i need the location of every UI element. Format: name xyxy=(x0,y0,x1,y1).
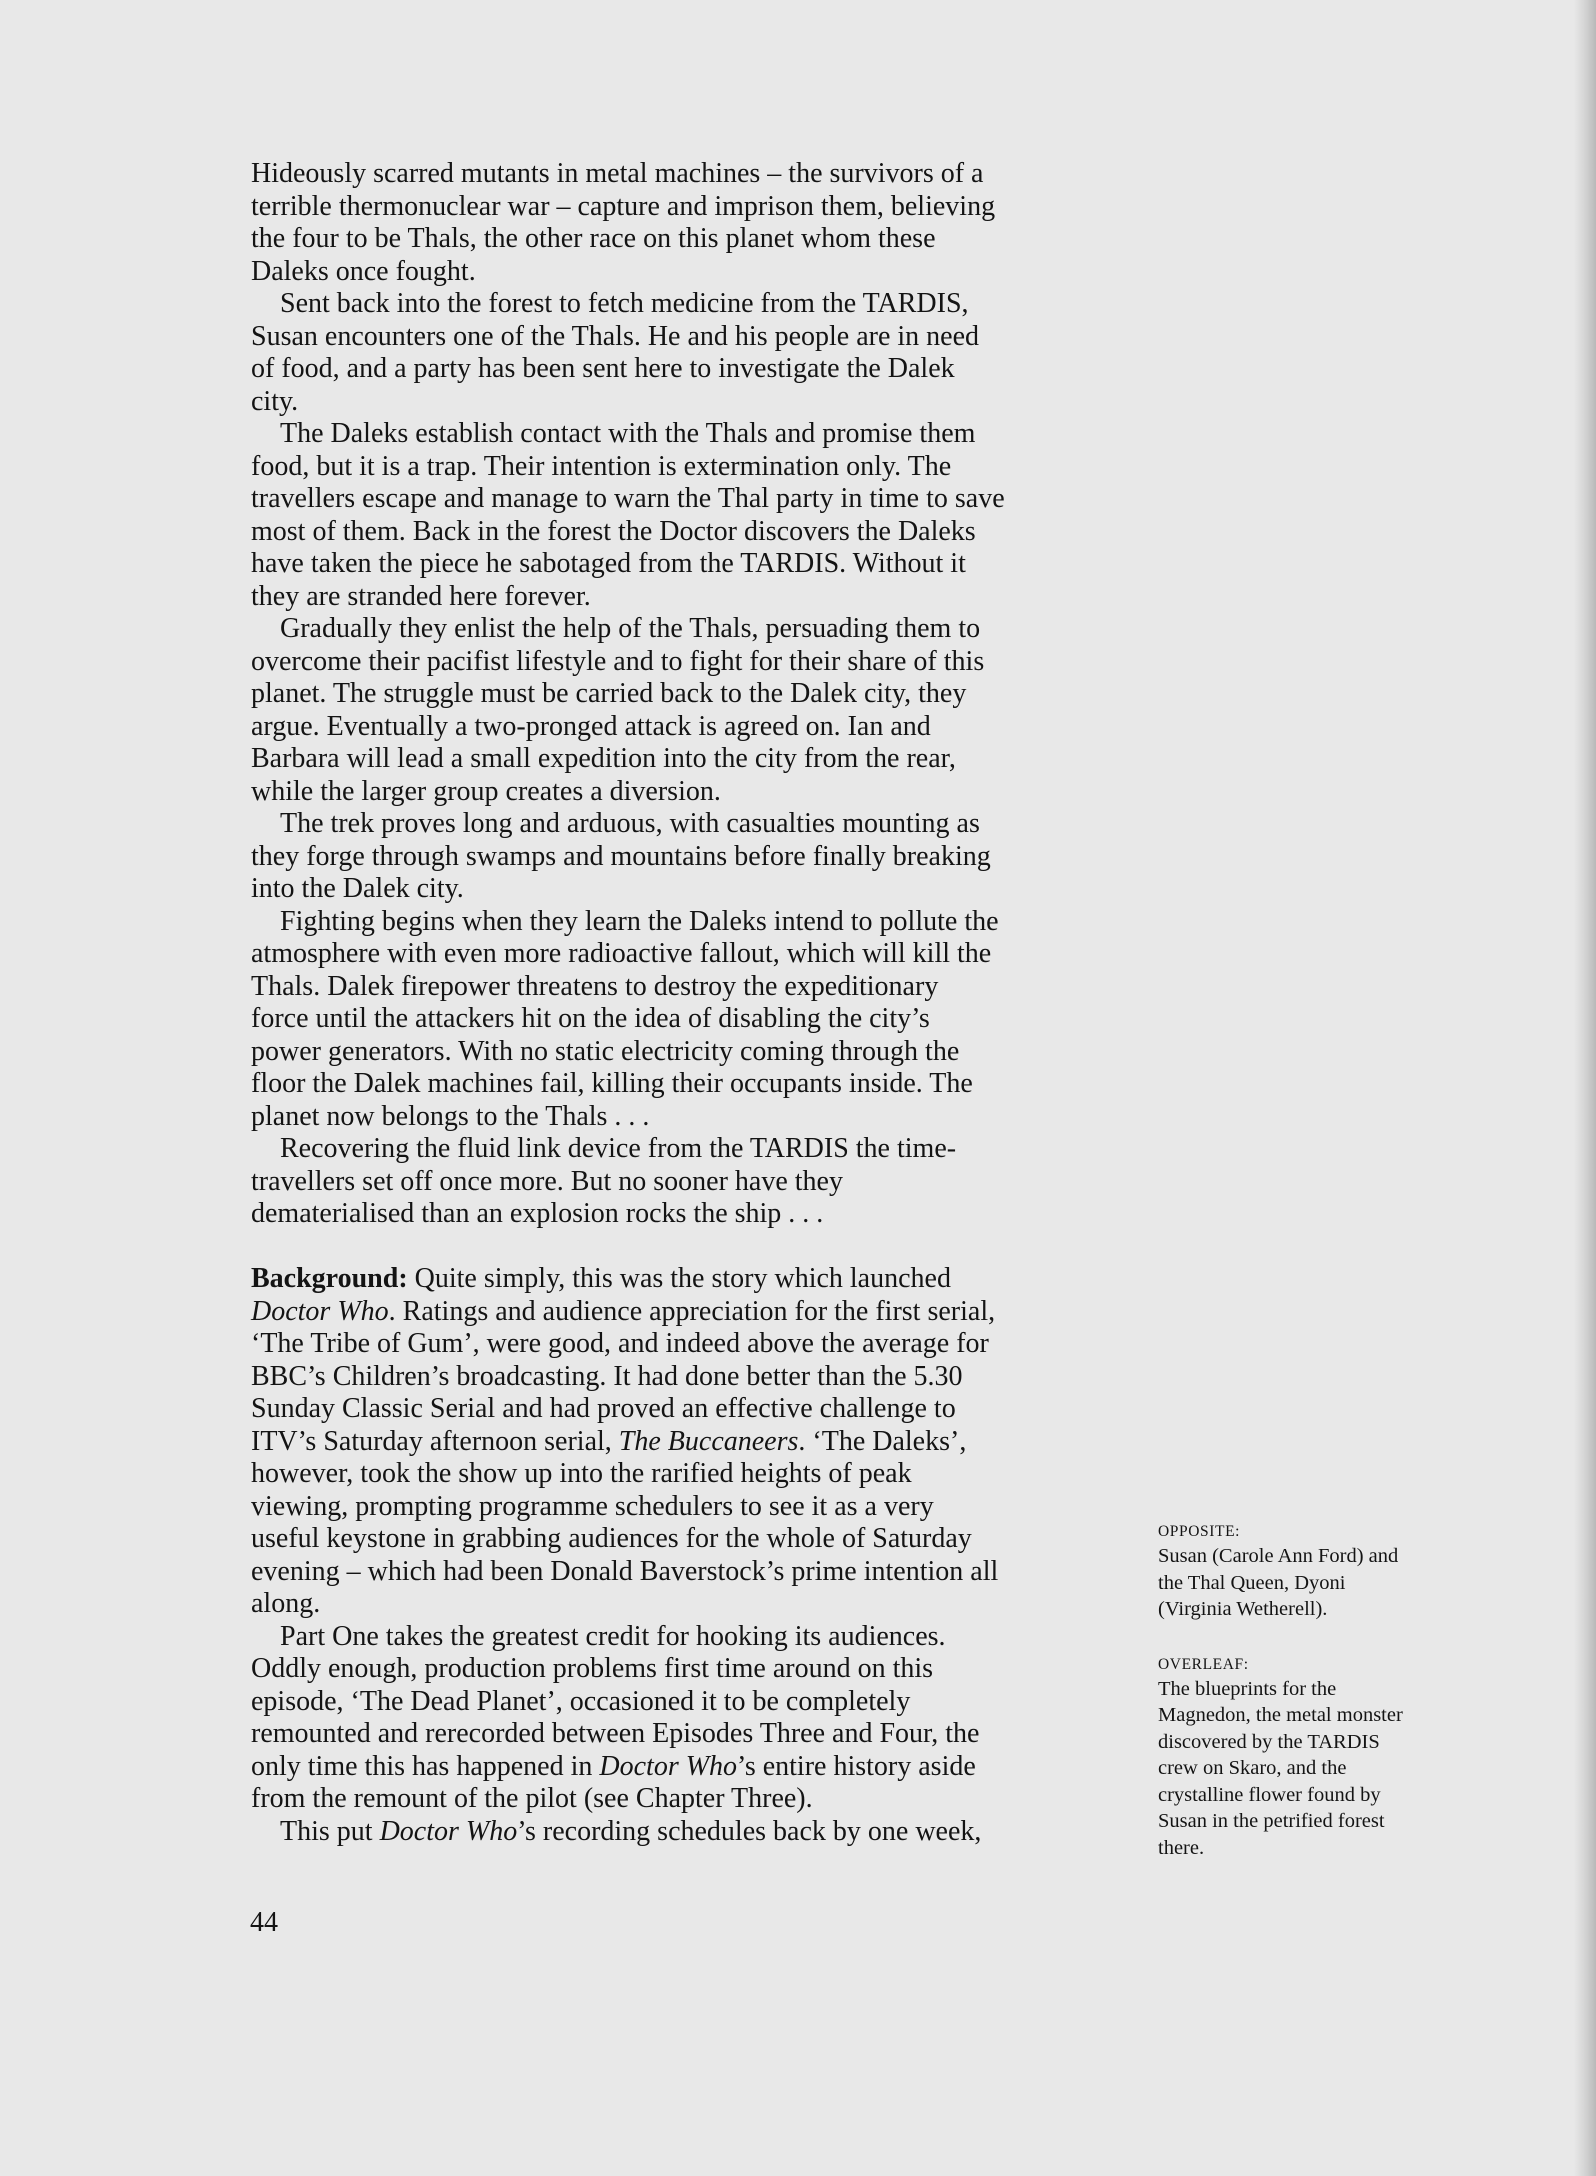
background-heading: Background: xyxy=(251,1263,408,1294)
text-line: force until the attackers hit on the idea of disabling the city’s xyxy=(251,1003,930,1034)
text-line: Sunday Classic Serial and had proved an effective challenge to xyxy=(251,1393,956,1424)
caption-opposite xyxy=(1158,1522,1498,1623)
caption-line: Susan (Carole Ann Ford) and xyxy=(1158,1545,1399,1567)
background-section xyxy=(251,1263,1131,1848)
caption-line: Susan in the petrified forest xyxy=(1158,1810,1385,1832)
text-line: planet. The struggle must be carried back to the Dalek city, they xyxy=(251,678,967,709)
text-line: have taken the piece he sabotaged from the TARDIS. Without it xyxy=(251,548,966,579)
text-line: episode, ‘The Dead Planet’, occasioned it to be completely xyxy=(251,1685,911,1717)
picture-captions xyxy=(1158,1522,1498,1861)
text-line: Barbara will lead a small expedition into the city from the rear, xyxy=(251,743,956,774)
text-line: along. xyxy=(251,1588,321,1619)
text-line xyxy=(251,1751,1131,1784)
caption-line: the Thal Queen, Dyoni xyxy=(1158,1571,1346,1594)
text-line: power generators. With no static electricity coming through the xyxy=(251,1035,960,1067)
text-span: only time this has happened in xyxy=(251,1750,600,1782)
caption-line: crystalline flower found by xyxy=(1158,1783,1381,1806)
text-line: while the larger group creates a diversion. xyxy=(251,775,721,807)
text-line: from the remount of the pilot (see Chapter Three). xyxy=(251,1783,813,1814)
text-line: Hideously scarred mutants in metal machines – the survivors of a xyxy=(251,158,984,189)
caption-line: The blueprints for the xyxy=(1158,1677,1337,1700)
synopsis-paragraph-7 xyxy=(251,1133,1131,1231)
text-span: ’s recording schedules back by one week, xyxy=(517,1815,982,1847)
text-line: Susan encounters one of the Thals. He and his people are in need xyxy=(251,320,980,352)
text-line: Fighting begins when they learn the Daleks intend to pollute the xyxy=(280,905,999,937)
text-line: BBC’s Children’s broadcasting. It had done better than the 5.30 xyxy=(251,1360,963,1392)
text-span: Quite simply, this was the story which launched xyxy=(407,1263,951,1294)
text-line: argue. Eventually a two-pronged attack is agreed on. Ian and xyxy=(251,710,931,742)
text-line xyxy=(251,1816,1131,1849)
show-title: Doctor Who xyxy=(599,1750,738,1782)
synopsis-paragraph-4 xyxy=(251,613,1131,808)
caption-label: OVERLEAF: xyxy=(1158,1655,1249,1673)
text-line: dematerialised than an explosion rocks the ship . . . xyxy=(251,1198,824,1229)
caption-line: discovered by the TARDIS xyxy=(1158,1730,1380,1753)
text-line: The trek proves long and arduous, with casualties mounting as xyxy=(280,808,980,839)
synopsis-paragraph-5 xyxy=(251,808,1131,906)
synopsis-paragraph-2 xyxy=(251,288,1131,418)
caption-line: (Virginia Wetherell). xyxy=(1158,1598,1328,1620)
page-gutter-shadow xyxy=(1574,0,1596,2176)
text-line: evening – which had been Donald Baverstock’s prime intention all xyxy=(251,1555,999,1587)
text-line: Recovering the fluid link device from the TARDIS the time- xyxy=(280,1133,957,1164)
text-span: This put xyxy=(280,1815,380,1847)
text-line: they forge through swamps and mountains before finally breaking xyxy=(251,840,991,872)
text-span: ’s entire history aside xyxy=(737,1750,976,1782)
text-line xyxy=(251,1426,1131,1459)
text-line: travellers set off once more. But no sooner have they xyxy=(251,1165,843,1197)
text-line: useful keystone in grabbing audiences for the whole of Saturday xyxy=(251,1523,972,1554)
text-line: planet now belongs to the Thals . . . xyxy=(251,1100,650,1132)
caption-label: OPPOSITE: xyxy=(1158,1523,1241,1540)
text-line: into the Dalek city. xyxy=(251,873,464,904)
text-line xyxy=(251,1263,1131,1296)
text-line: city. xyxy=(251,385,299,417)
caption-line: crew on Skaro, and the xyxy=(1158,1757,1347,1779)
caption-line: Magnedon, the metal monster xyxy=(1158,1704,1403,1726)
text-line: Thals. Dalek firepower threatens to destroy the expeditionary xyxy=(251,970,939,1002)
text-line: The Daleks establish contact with the Thals and promise them xyxy=(280,418,976,449)
body-text xyxy=(251,158,1131,1848)
text-line: terrible thermonuclear war – capture and imprison them, believing xyxy=(251,190,996,222)
text-line: food, but it is a trap. Their intention is extermination only. The xyxy=(251,450,952,482)
text-line: Part One takes the greatest credit for hooking its audiences. xyxy=(280,1620,946,1652)
text-line xyxy=(251,1296,1131,1329)
synopsis-paragraph-1 xyxy=(251,158,1131,288)
text-line: remounted and rerecorded between Episodes Three and Four, the xyxy=(251,1718,980,1749)
text-line: Oddly enough, production problems first time around on this xyxy=(251,1653,934,1684)
text-span: ITV’s Saturday afternoon serial, xyxy=(251,1425,619,1457)
text-line: travellers escape and manage to warn the Thal party in time to save xyxy=(251,483,1005,514)
caption-gap xyxy=(1158,1623,1498,1655)
serial-title: The Buccaneers xyxy=(618,1425,799,1457)
show-title: Doctor Who xyxy=(251,1295,389,1327)
text-line: Sent back into the forest to fetch medicine from the TARDIS, xyxy=(280,288,969,319)
synopsis-paragraph-6 xyxy=(251,906,1131,1134)
text-line: most of them. Back in the forest the Doctor discovers the Daleks xyxy=(251,515,976,547)
caption-line: there. xyxy=(1158,1836,1205,1859)
text-line: viewing, prompting programme schedulers to see it as a very xyxy=(251,1490,934,1522)
text-line: they are stranded here forever. xyxy=(251,580,591,612)
text-line: Daleks once fought. xyxy=(251,255,476,287)
synopsis-paragraph-3 xyxy=(251,418,1131,613)
text-span: . ‘The Daleks’, xyxy=(798,1425,967,1457)
page-number: 44 xyxy=(250,1907,278,1938)
text-line: floor the Dalek machines fail, killing their occupants inside. The xyxy=(251,1068,973,1099)
text-line: however, took the show up into the rarified heights of peak xyxy=(251,1458,912,1489)
text-line: overcome their pacifist lifestyle and to fight for their share of this xyxy=(251,645,985,677)
text-span: . Ratings and audience appreciation for the first serial, xyxy=(388,1295,996,1327)
text-line: the four to be Thals, the other race on this planet whom these xyxy=(251,223,936,254)
paragraph-gap xyxy=(251,1231,1131,1264)
text-line: ‘The Tribe of Gum’, were good, and indeed above the average for xyxy=(251,1328,989,1359)
show-title: Doctor Who xyxy=(379,1815,518,1847)
caption-overleaf xyxy=(1158,1655,1498,1862)
text-line: Gradually they enlist the help of the Thals, persuading them to xyxy=(280,613,981,644)
text-line: atmosphere with even more radioactive fallout, which will kill the xyxy=(251,938,992,969)
text-line: of food, and a party has been sent here to investigate the Dalek xyxy=(251,353,955,384)
